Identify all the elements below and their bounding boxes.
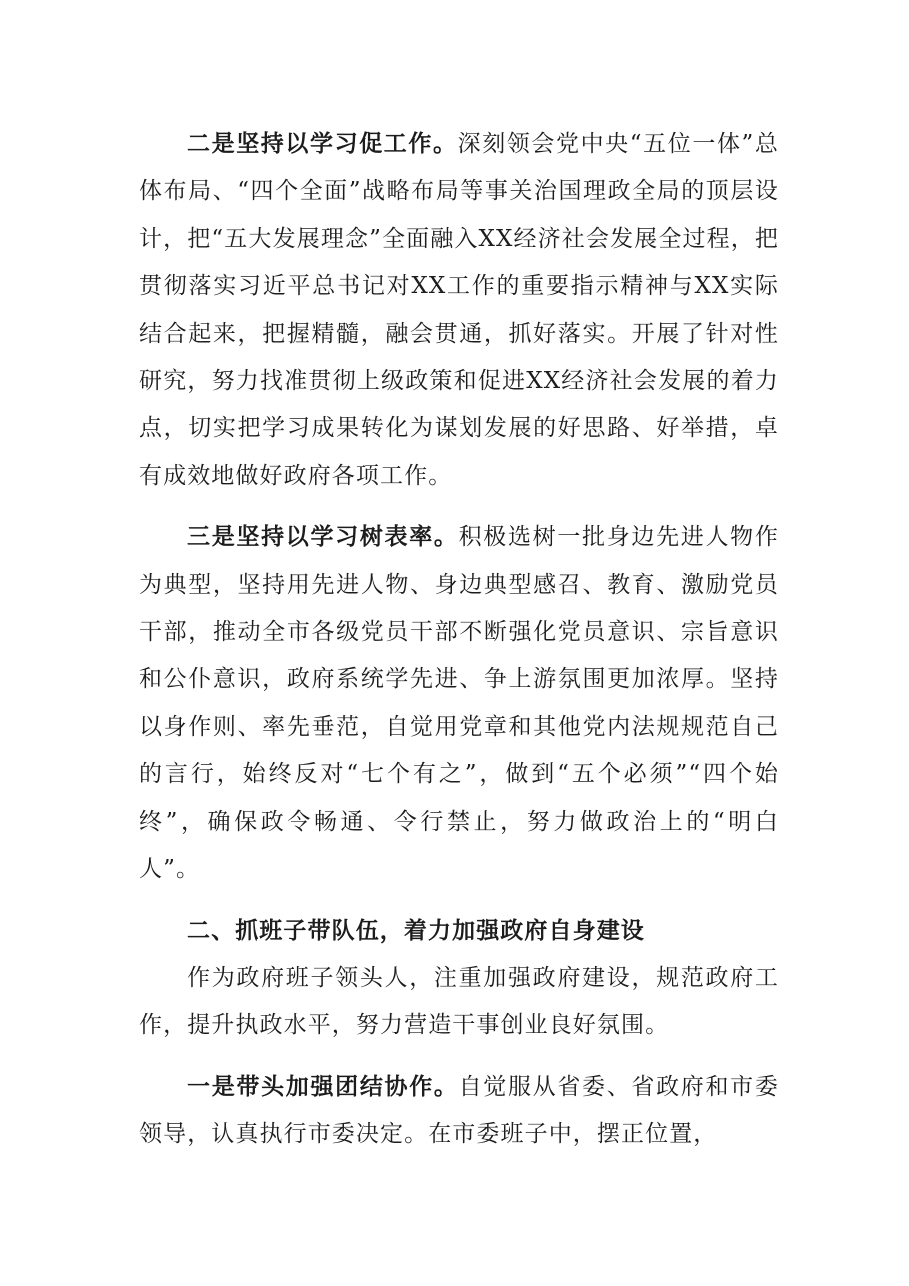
paragraph-text: 积极选树一批身边先进人物作为典型，坚持用先进人物、身边典型感召、教育、激励党员干部，推动全市各级党员干部不断强化党员意识、宗旨意识和公仆意识，政府系统学先进、争上游氛围更加浓厚。坚持以身作则、率先垂范，自觉用党章和其他党内法规规范自己的言行，始终反对“七个有之”，做到“五个必须”“四个始终”，确保政令畅通、令行禁止，努力做政治上的“明白人”。	[139, 524, 779, 883]
paragraph-lead: 一是带头加强团结协作。	[187, 1073, 459, 1100]
paragraph-lead: 二是坚持以学习促工作。	[187, 131, 458, 157]
document-body	[139, 121, 779, 1159]
paragraph-study-sets-example	[139, 514, 779, 893]
paragraph-study-promotes-work	[139, 121, 779, 500]
paragraph-team-leader	[139, 955, 779, 1050]
paragraph-unity-cooperation	[139, 1064, 779, 1159]
paragraph-text: 作为政府班子领头人，注重加强政府建设，规范政府工作，提升执政水平，努力营造干事创业良好氛围。	[139, 964, 779, 1039]
paragraph-lead: 三是坚持以学习树表率。	[187, 524, 459, 551]
section-heading: 二、抓班子带队伍，着力加强政府自身建设	[187, 917, 645, 944]
paragraph-text: 自觉服从省委、省政府和市委领导，认真执行市委决定。在市委班子中，摆正位置，	[139, 1073, 779, 1148]
paragraph-text: 深刻领会党中央“五位一体”总体布局、“四个全面”战略布局等事关治国理政全局的顶层设计，把“五大发展理念”全面融入XX经济社会发展全过程，把贯彻落实习近平总书记对XX工作的重要指示精神与XX实际结合起来，把握精髓，融会贯通，抓好落实。开展了针对性研究，努力找准贯彻上级政策和促进XX经济社会发展的着力点，切实把学习成果转化为谋划发展的好思路、好举措，卓有成效地做好政府各项工作。	[139, 131, 779, 489]
